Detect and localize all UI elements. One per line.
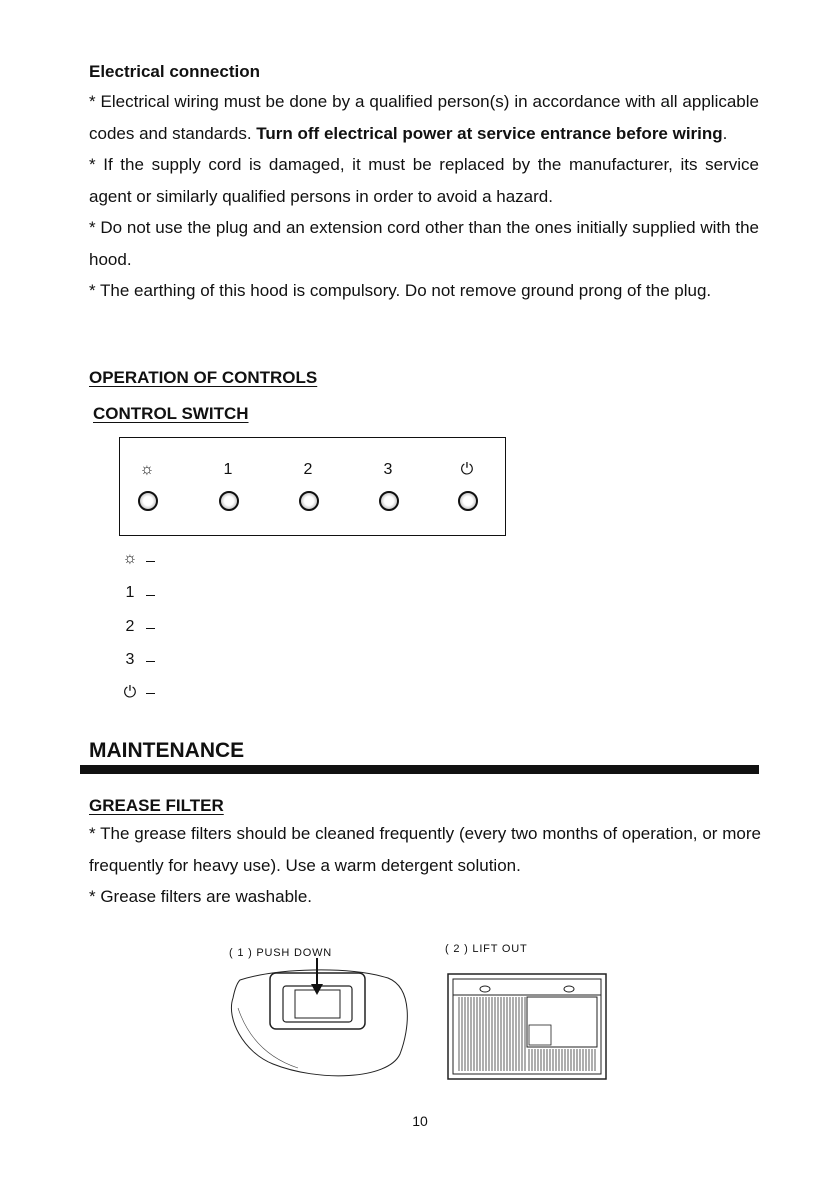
legend-dash [146,595,155,596]
light-icon: ☼ [139,461,155,478]
maintenance-divider [80,765,759,774]
electrical-heading: Electrical connection [89,62,260,81]
legend-dash [146,661,155,662]
grease-filter-heading: GREASE FILTER [89,796,224,815]
legend-dash [146,628,155,629]
speed-3-button [379,491,399,511]
electrical-paragraph-4: * The earthing of this hood is compulsory. Do not remove ground prong of the plug. [89,281,712,300]
legend-dash [146,561,155,562]
legend-power-icon: ⏻ [123,684,137,701]
electrical-paragraph-1 [89,86,759,149]
legend-speed-3: 3 [125,651,135,668]
legend-light-icon: ☼ [122,550,138,567]
legend-speed-2: 2 [125,618,135,635]
push-down-illustration [228,958,410,1082]
p1-text: * Electrical wiring must be done by a qualified person(s) in accordance with all applicable codes and standards. [89,92,759,143]
light-button [138,491,158,511]
electrical-body [89,86,759,307]
power-button [458,491,478,511]
speed-1-label: 1 [223,461,233,478]
grease-paragraph-1: * The grease filters should be cleaned frequently (every two months of operation, or more frequently for heavy use). Use a warm detergent solution. [89,824,761,875]
control-switch-panel [119,437,506,536]
maintenance-heading: MAINTENANCE [89,739,245,762]
speed-2-button [299,491,319,511]
electrical-paragraph-3: * Do not use the plug and an extension cord other than the ones initially supplied with the hood. [89,218,759,269]
legend-dash [146,693,155,694]
operation-heading: OPERATION OF CONTROLS [89,368,318,387]
p1-bold-warning: Turn off electrical power at service entrance before wiring [256,123,723,143]
power-icon: ⏻ [460,461,474,478]
speed-2-label: 2 [303,461,313,478]
p1-period: . [722,123,728,143]
grease-paragraph-2: * Grease filters are washable. [89,887,312,906]
push-down-caption: ( 1 ) PUSH DOWN [229,947,333,959]
speed-3-label: 3 [383,461,393,478]
grease-body [89,818,761,913]
lift-out-caption: ( 2 ) LIFT OUT [445,943,528,955]
page-number: 10 [412,1113,428,1129]
lift-out-illustration [447,973,607,1080]
speed-1-button [219,491,239,511]
legend-speed-1: 1 [125,584,135,601]
electrical-paragraph-2: * If the supply cord is damaged, it must be replaced by the manufacturer, its service agent or similarly qualified persons in order to avoid a hazard. [89,155,759,206]
control-switch-heading: CONTROL SWITCH [93,404,249,423]
